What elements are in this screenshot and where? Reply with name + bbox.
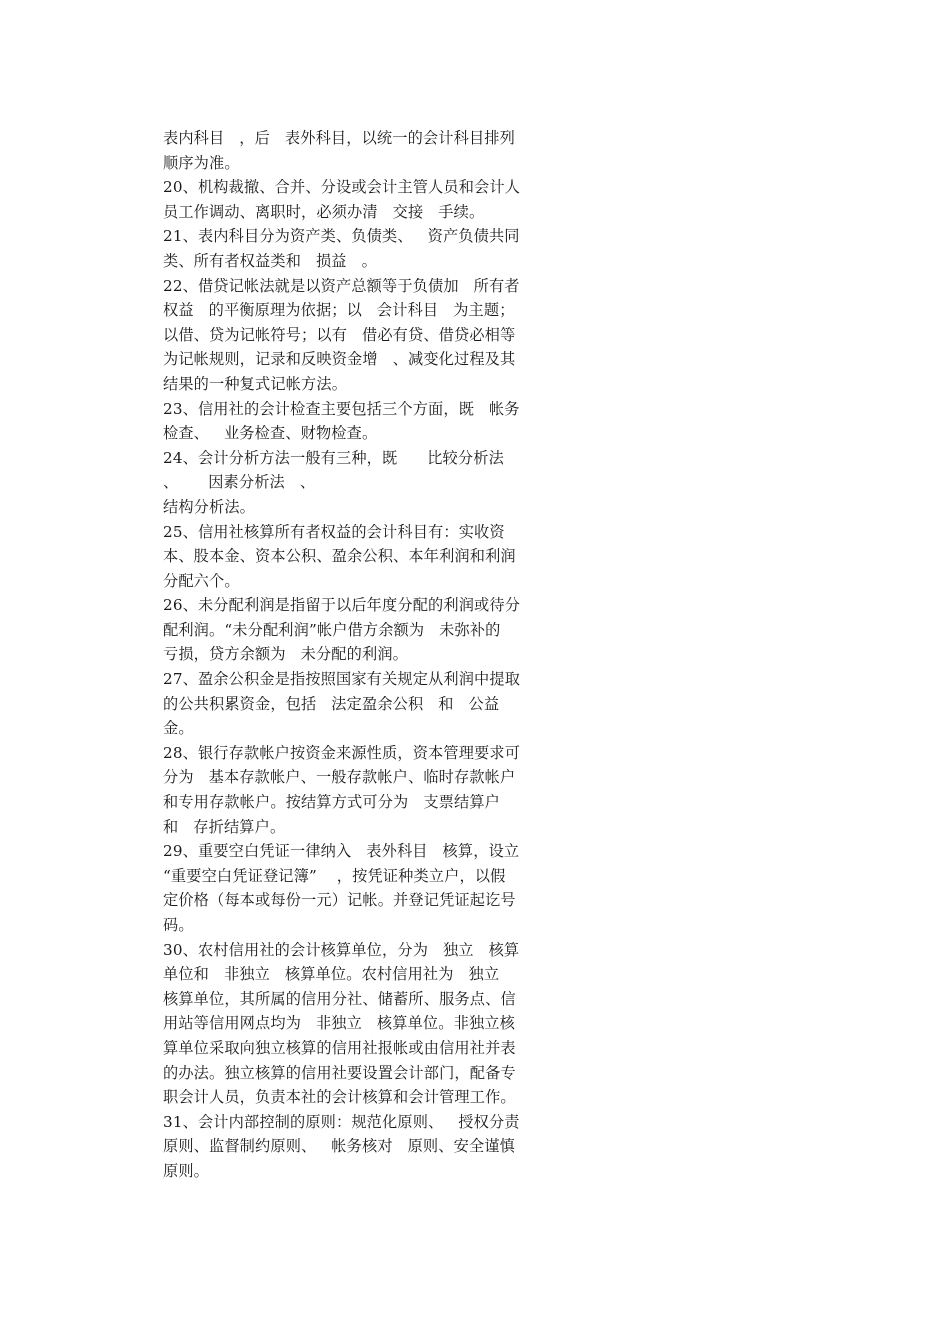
- text-line: 类、所有者权益类和 损益 。: [163, 251, 377, 270]
- text-line: 27、盈余公积金是指按照国家有关规定从利润中提取: [163, 670, 521, 689]
- text-line: 结构分析法。: [163, 497, 256, 516]
- text-line: 22、借贷记帐法就是以资产总额等于负债加 所有者: [163, 276, 520, 295]
- text-line: 为记帐规则，记录和反映资金增 、减变化过程及其: [163, 350, 516, 369]
- text-line: 核算单位，其所属的信用分社、储蓄所、服务点、信: [163, 989, 516, 1008]
- text-line: 分为 基本存款帐户、一般存款帐户、临时存款帐户: [163, 768, 516, 787]
- text-line: 结果的一种复式记帐方法。: [163, 374, 348, 393]
- text-line: 码。: [163, 916, 194, 934]
- text-line: 原则。: [163, 1161, 210, 1180]
- text-line: 和专用存款帐户。按结算方式可分为 支票结算户: [163, 793, 501, 812]
- text-line: 和 存折结算户。: [163, 817, 286, 836]
- text-line: 20、机构裁撤、合并、分设或会计主管人员和会计人: [163, 178, 521, 197]
- text-line: 29、重要空白凭证一律纳入 表外科目 核算，设立: [163, 842, 520, 861]
- text-line: 以借、贷为记帐符号；以有 借必有贷、借贷必相等: [163, 325, 516, 344]
- text-line: 定价格（每本或每份一元）记帐。并登记凭证起讫号: [163, 891, 516, 910]
- text-line: 的办法。独立核算的信用社要设置会计部门，配备专: [163, 1063, 516, 1082]
- text-line: 原则、监督制约原则、 帐务核对 原则、安全谨慎: [163, 1137, 515, 1156]
- text-line: 检查、 业务检查、财物检查。: [163, 424, 378, 443]
- text-line: 职会计人员，负责本社的会计核算和会计管理工作。: [163, 1088, 516, 1107]
- text-line: 配利润。“未分配利润”帐户借方余额为 未弥补的: [163, 620, 501, 639]
- text-line: 本、股本金、资本公积、盈余公积、本年利润和利润: [163, 547, 516, 566]
- text-line: 算单位采取向独立核算的信用社报帐或由信用社并表: [163, 1038, 516, 1057]
- text-line: “重要空白凭证登记簿” ，按凭证种类立户，以假: [163, 866, 506, 885]
- text-line: 权益 的平衡原理为依据；以 会计科目 为主题；: [163, 301, 515, 320]
- text-line: 28、银行存款帐户按资金来源性质，资本管理要求可: [163, 743, 521, 762]
- text-line: 顺序为准。: [163, 153, 240, 172]
- text-line: 表内科目 ，后 表外科目，以统一的会计科目排列: [163, 129, 515, 147]
- text-line: 、 因素分析法 、: [163, 473, 316, 492]
- text-line: 用站等信用网点均为 非独立 核算单位。非独立核: [163, 1014, 515, 1033]
- text-line: 30、农村信用社的会计核算单位，分为 独立 核算: [163, 940, 520, 959]
- text-line: 金。: [163, 719, 194, 738]
- text-line: 26、未分配利润是指留于以后年度分配的利润或待分: [163, 596, 521, 615]
- text-line: 分配六个。: [163, 571, 240, 590]
- document-body: [163, 126, 563, 1184]
- text-line: 21、表内科目分为资产类、负债类、 资产负债共同: [163, 227, 520, 246]
- text-line: 31、会计内部控制的原则：规范化原则、 授权分责: [163, 1112, 520, 1131]
- text-line: 亏损，贷方余额为 未分配的利润。: [163, 645, 408, 664]
- text-line: 的公共积累资金，包括 法定盈余公积 和 公益: [163, 694, 500, 713]
- text-line: 单位和 非独立 核算单位。农村信用社为 独立: [163, 965, 500, 984]
- text-line: 23、信用社的会计检查主要包括三个方面，既 帐务: [163, 399, 520, 418]
- text-line: 24、会计分析方法一般有三种，既 比较分析法: [163, 448, 504, 467]
- text-line: 员工作调动、离职时，必须办清 交接 手续。: [163, 202, 485, 221]
- text-line: 25、信用社核算所有者权益的会计科目有：实收资: [163, 522, 505, 541]
